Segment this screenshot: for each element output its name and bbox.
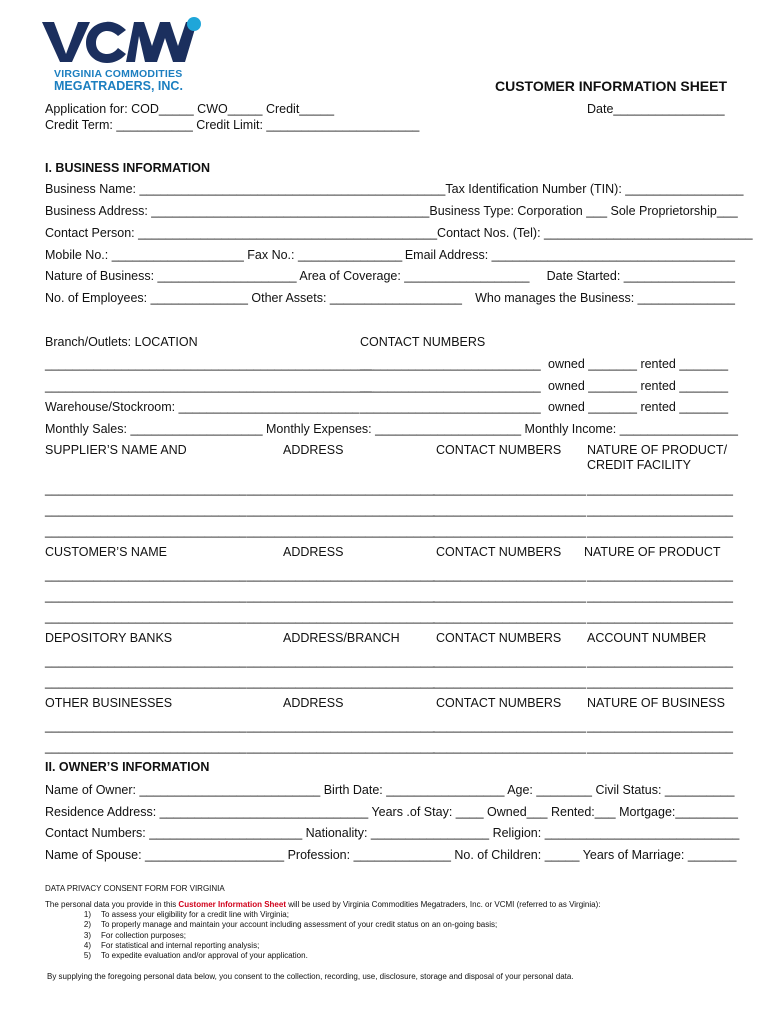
table-blank: _____________________ bbox=[587, 740, 733, 754]
nature-business-row bbox=[45, 269, 735, 283]
bank-contact-header: CONTACT NUMBERS bbox=[436, 631, 562, 645]
list-text: To expedite evaluation and/or approval of your application. bbox=[101, 951, 308, 961]
branch-row2-contact: __________________________ bbox=[360, 379, 541, 393]
warehouse-location: Warehouse/Stockroom: __________________________ bbox=[45, 400, 360, 414]
mobile-row bbox=[45, 248, 735, 262]
table-blank: _____________________________ bbox=[45, 740, 247, 754]
who-manages-field: Who manages the Business: ______________ bbox=[475, 291, 735, 305]
owner-name-line: Name of Owner: __________________________ Birth Date: _________________ Age: ________ Civil Status: __________ bbox=[45, 783, 735, 797]
table-blank: _____________________ bbox=[587, 719, 733, 733]
monthly-figures-line: Monthly Sales: ___________________ Monthly Expenses: _____________________ Monthly Income: _________________ bbox=[45, 422, 738, 436]
customer-name-header: CUSTOMER’S NAME bbox=[45, 545, 168, 559]
branch-row1-ownership: owned _______ rented _______ bbox=[548, 357, 729, 371]
list-item bbox=[45, 941, 735, 951]
other-nature-header: NATURE OF BUSINESS bbox=[587, 696, 725, 710]
consent-statement: By supplying the foregoing personal data below, you consent to the collection, recording, use, disclosure, storage and disposal of your personal data. bbox=[47, 972, 574, 981]
warehouse-contact: __________________________ bbox=[360, 400, 541, 414]
list-number: 5) bbox=[83, 951, 91, 961]
table-blank: ___________________________ bbox=[247, 589, 435, 603]
table-blank: ___________________________ bbox=[247, 610, 435, 624]
list-text: To assess your eligibility for a credit line with Virginia; bbox=[101, 910, 289, 920]
bank-branch-header: ADDRESS/BRANCH bbox=[283, 631, 400, 645]
list-item bbox=[45, 920, 735, 930]
table-blank: _____________________________ bbox=[45, 568, 247, 582]
table-blank: _____________________________ bbox=[45, 610, 247, 624]
privacy-intro-text: The personal data you provide in this bbox=[45, 900, 179, 909]
table-blank: _____________________ bbox=[587, 568, 733, 582]
table-blank: ______________________ bbox=[433, 503, 586, 517]
table-blank: ___________________________ bbox=[247, 654, 435, 668]
customer-nature-header: NATURE OF PRODUCT bbox=[584, 545, 721, 559]
table-blank: _____________________ bbox=[587, 675, 733, 689]
list-item bbox=[45, 931, 735, 941]
owner-spouse-line: Name of Spouse: ____________________ Profession: ______________ No. of Children: _____ Years of Marriage: _______ bbox=[45, 848, 737, 862]
list-number: 3) bbox=[83, 930, 91, 940]
table-blank: ___________________________ bbox=[247, 503, 435, 517]
company-name-line2: MEGATRADERS, INC. bbox=[54, 79, 183, 93]
application-for-line: Application for: COD_____ CWO_____ Credit_____ bbox=[45, 102, 335, 116]
table-blank: _____________________________ bbox=[45, 589, 247, 603]
contact-person-row bbox=[45, 226, 753, 240]
table-blank: ______________________ bbox=[433, 740, 586, 754]
privacy-body bbox=[45, 900, 735, 961]
table-blank: ______________________ bbox=[433, 610, 586, 624]
branch-row2-location: _______________________________________________ bbox=[45, 379, 372, 393]
table-blank: ______________________ bbox=[433, 482, 586, 496]
privacy-intro-after: will be used by Virginia Commodities Megatraders, Inc. or VCMI (referred to as Virginia): bbox=[286, 900, 601, 909]
employees-assets-field: No. of Employees: ______________ Other Assets: ___________________ bbox=[45, 291, 462, 305]
table-blank: _____________________________ bbox=[45, 503, 247, 517]
owner-info-heading: II. OWNER’S INFORMATION bbox=[45, 760, 210, 774]
contact-tel-field: Contact Nos. (Tel): ______________________________ bbox=[437, 226, 753, 240]
table-blank: _____________________ bbox=[587, 503, 733, 517]
supplier-credit-header: CREDIT FACILITY bbox=[587, 458, 691, 472]
customer-contact-header: CONTACT NUMBERS bbox=[436, 545, 562, 559]
table-blank: ___________________________ bbox=[247, 568, 435, 582]
list-number: 4) bbox=[83, 940, 91, 950]
warehouse-ownership: owned _______ rented _______ bbox=[548, 400, 729, 414]
other-contact-header: CONTACT NUMBERS bbox=[436, 696, 562, 710]
privacy-highlight: Customer Information Sheet bbox=[178, 900, 286, 909]
contact-person-field: Contact Person: ___________________________________________ bbox=[45, 226, 438, 240]
table-blank: ___________________________ bbox=[247, 482, 435, 496]
table-blank: ______________________ bbox=[433, 589, 586, 603]
privacy-purposes-list bbox=[45, 910, 735, 961]
list-text: For collection purposes; bbox=[101, 930, 186, 940]
list-item bbox=[45, 951, 735, 961]
list-number: 1) bbox=[83, 910, 91, 920]
company-name-line1: VIRGINIA COMMODITIES bbox=[54, 68, 183, 80]
table-blank: _____________________ bbox=[587, 524, 733, 538]
business-type-field: Business Type: Corporation ___ Sole Proprietorship___ bbox=[429, 204, 738, 218]
tin-field: Tax Identification Number (TIN): _________________ bbox=[445, 182, 744, 196]
document-title: CUSTOMER INFORMATION SHEET bbox=[495, 78, 728, 94]
business-address-field: Business Address: ________________________________________ bbox=[45, 204, 430, 218]
supplier-contact-header: CONTACT NUMBERS bbox=[436, 443, 562, 457]
bank-account-header: ACCOUNT NUMBER bbox=[587, 631, 707, 645]
supplier-address-header: ADDRESS bbox=[283, 443, 344, 457]
bank-name-header: DEPOSITORY BANKS bbox=[45, 631, 173, 645]
table-blank: _____________________ bbox=[587, 589, 733, 603]
table-blank: ______________________ bbox=[433, 568, 586, 582]
business-info-heading: I. BUSINESS INFORMATION bbox=[45, 161, 211, 175]
table-blank: _____________________________ bbox=[45, 654, 247, 668]
list-text: For statistical and internal reporting analysis; bbox=[101, 940, 260, 950]
other-address-header: ADDRESS bbox=[283, 696, 344, 710]
table-blank: _____________________________ bbox=[45, 482, 247, 496]
privacy-title: DATA PRIVACY CONSENT FORM FOR VIRGINIA bbox=[45, 884, 225, 893]
owner-contact-line: Contact Numbers: ______________________ Nationality: _________________ Religion: ____________________________ bbox=[45, 826, 740, 840]
branch-row1-location: _______________________________________________ bbox=[45, 357, 372, 371]
supplier-nature-header: NATURE OF PRODUCT/ bbox=[587, 443, 728, 457]
date-field: Date________________ bbox=[587, 102, 725, 116]
list-text: To properly manage and maintain your account including assessment of your credit status on an on-going basis; bbox=[101, 920, 498, 930]
mobile-fax-field: Mobile No.: ___________________ Fax No.: _______________ bbox=[45, 248, 403, 262]
business-name-field: Business Name: ____________________________________________ bbox=[45, 182, 446, 196]
table-blank: ___________________________ bbox=[247, 740, 435, 754]
table-blank: _____________________________ bbox=[45, 675, 247, 689]
privacy-intro bbox=[45, 900, 735, 910]
branch-row1-contact: __________________________ bbox=[360, 357, 541, 371]
table-blank: ______________________ bbox=[433, 675, 586, 689]
credit-term-line: Credit Term: ___________ Credit Limit: ______________________ bbox=[45, 118, 420, 132]
date-started-field: Date Started: ________________ bbox=[546, 269, 735, 283]
branch-contact-label: CONTACT NUMBERS bbox=[360, 335, 486, 349]
branch-location-label: Branch/Outlets: LOCATION bbox=[45, 335, 198, 349]
table-blank: _____________________________ bbox=[45, 719, 247, 733]
owner-residence-line: Residence Address: ______________________________ Years .of Stay: ____ Owned___ Rented:___ Mortgage:_________ bbox=[45, 805, 738, 819]
employees-row bbox=[45, 291, 735, 305]
table-blank: ______________________ bbox=[433, 654, 586, 668]
business-address-row bbox=[45, 204, 738, 218]
list-number: 2) bbox=[83, 920, 91, 930]
supplier-name-header: SUPPLIER’S NAME AND bbox=[45, 443, 187, 457]
email-field: Email Address: ___________________________________ bbox=[404, 248, 735, 262]
branch-row2-ownership: owned _______ rented _______ bbox=[548, 379, 729, 393]
customer-address-header: ADDRESS bbox=[283, 545, 344, 559]
table-blank: ___________________________ bbox=[247, 719, 435, 733]
table-blank: _____________________ bbox=[587, 610, 733, 624]
table-blank: ___________________________ bbox=[247, 675, 435, 689]
table-blank: _____________________________ bbox=[45, 524, 247, 538]
table-blank: _____________________ bbox=[587, 482, 733, 496]
table-blank: ___________________________ bbox=[247, 524, 435, 538]
table-blank: ______________________ bbox=[433, 524, 586, 538]
nature-area-field: Nature of Business: ____________________ Area of Coverage: __________________ bbox=[45, 269, 530, 283]
business-name-row bbox=[45, 182, 744, 196]
list-item bbox=[45, 910, 735, 920]
table-blank: _____________________ bbox=[587, 654, 733, 668]
other-business-header: OTHER BUSINESSES bbox=[45, 696, 173, 710]
table-blank: ______________________ bbox=[433, 719, 586, 733]
